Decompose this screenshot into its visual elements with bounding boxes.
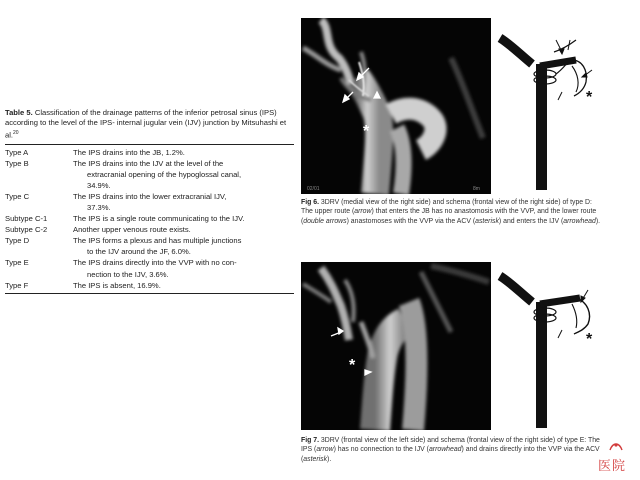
fig6-caption-em-3: asterisk bbox=[475, 217, 499, 225]
table-cell-type: Type A bbox=[5, 147, 29, 157]
fig7-label: Fig 7. bbox=[301, 437, 319, 444]
fig6-caption-em-2: double arrows bbox=[303, 217, 347, 225]
table-cell-type: Type C bbox=[5, 191, 30, 201]
classification-table bbox=[5, 145, 294, 291]
table-bottom-rule bbox=[5, 293, 294, 294]
fig6-caption-em-4: arrowhead bbox=[563, 217, 596, 225]
table-cell-line: nection to the IJV, 3.6%. bbox=[87, 269, 169, 279]
table-caption-ref: 20 bbox=[13, 130, 19, 136]
table-cell-line: to the IJV around the JF, 6.0%. bbox=[87, 247, 191, 257]
fig7-caption-em-3: asterisk bbox=[303, 455, 328, 463]
fig7-angiogram bbox=[301, 262, 491, 430]
table-caption bbox=[5, 108, 294, 141]
table-cell-line: The IPS is absent, 16.9%. bbox=[73, 280, 161, 290]
table-cell-description bbox=[73, 145, 294, 158]
fig7-asterisk: * bbox=[349, 357, 356, 374]
table-cell-line: The IPS forms a plexus and has multiple junctions bbox=[73, 236, 242, 246]
table-row bbox=[5, 213, 294, 224]
table-row bbox=[5, 191, 294, 213]
fig6-corner-left: 02/01 bbox=[307, 186, 320, 192]
fig7-schema-asterisk: * bbox=[586, 331, 593, 348]
fig6-label: Fig 6. bbox=[301, 199, 319, 206]
table-row bbox=[5, 257, 294, 279]
fig6-caption-text-3: ) anastomoses with the VVP via the ACV ( bbox=[346, 217, 476, 225]
table-caption-text: Classification of the drainage patterns of the inferior petrosal sinus (IPS) according to the level of the IPS- internal jugular vein (IJV) junction by Mitsuhashi et al. bbox=[5, 108, 287, 140]
fig6-corner-right: 8m bbox=[473, 186, 480, 192]
fig6-caption-em-1: arrow bbox=[354, 208, 372, 216]
table-cell-description bbox=[73, 213, 294, 224]
fig6-schema-asterisk: * bbox=[586, 89, 593, 106]
table-row bbox=[5, 224, 294, 235]
table-label: Table 5. bbox=[5, 108, 33, 117]
table-cell-type: Type E bbox=[5, 258, 29, 268]
table-cell-type: Subtype C-2 bbox=[5, 225, 48, 235]
table-cell-type: Type D bbox=[5, 236, 30, 246]
fig7-caption-em-1: arrow bbox=[316, 446, 334, 454]
fig6-schema-drawing bbox=[496, 30, 608, 190]
table-cell-description bbox=[73, 235, 294, 257]
table-cell-line: The IPS drains directly into the VVP with no con- bbox=[73, 258, 237, 268]
table-row bbox=[5, 158, 294, 191]
table-cell-description bbox=[73, 257, 294, 279]
fig7-schema bbox=[496, 268, 608, 428]
table-5 bbox=[5, 108, 294, 294]
table-cell-type: Subtype C-1 bbox=[5, 214, 48, 224]
watermark-logo-icon bbox=[609, 440, 623, 452]
table-cell-description bbox=[73, 280, 294, 291]
watermark-text: 医院 bbox=[598, 459, 627, 474]
table-cell-line: The IPS drains into the IJV at the level of the bbox=[73, 158, 224, 168]
table-row bbox=[5, 280, 294, 291]
table-row bbox=[5, 235, 294, 257]
table-cell-line: The IPS is a single route communicating to the IJV. bbox=[73, 214, 245, 224]
fig7-caption-text-1: 3DRV (frontal view of the left side) and schema (frontal view of the right side) of type E: The IPS ( bbox=[301, 437, 600, 454]
table-cell-description bbox=[73, 158, 294, 191]
fig6-caption-text-1: 3DRV (medial view of the right side) and schema (frontal view of the right side) of type D: The upper route ( bbox=[301, 199, 592, 216]
table-cell-line: The IPS drains into the lower extracranial IJV, bbox=[73, 191, 227, 201]
fig6-caption-text-4: ) and enters the IJV ( bbox=[498, 217, 564, 225]
fig6-schema bbox=[496, 30, 608, 190]
table-cell-line: Another upper venous route exists. bbox=[73, 225, 191, 235]
fig6-3drv-image bbox=[301, 18, 491, 194]
fig7-caption-text-3: ) and drains directly into the VVP via the ACV ( bbox=[301, 446, 600, 463]
fig6-caption bbox=[301, 198, 603, 226]
fig6-angiogram bbox=[301, 18, 491, 194]
fig7-3drv-image bbox=[301, 262, 491, 430]
table-cell-line: The IPS drains into the JB, 1.2%. bbox=[73, 147, 185, 157]
table-cell-line: extracranial opening of the hypoglossal canal, bbox=[87, 169, 242, 179]
table-row bbox=[5, 145, 294, 158]
fig6-caption-text-2: ) that enters the JB has no anastomosis with the VVP, and the lower route ( bbox=[301, 208, 597, 225]
fig6-asterisk: * bbox=[363, 123, 370, 140]
table-cell-description bbox=[73, 224, 294, 235]
fig7-caption-em-2: arrowhead bbox=[428, 446, 462, 454]
fig7-caption-text-4: ). bbox=[327, 455, 332, 463]
fig7-schema-drawing bbox=[496, 268, 608, 428]
table-cell-type: Type B bbox=[5, 158, 29, 168]
fig7-caption bbox=[301, 436, 603, 464]
table-cell-type: Type F bbox=[5, 280, 29, 290]
table-cell-line: 37.3%. bbox=[87, 203, 111, 212]
table-cell-description bbox=[73, 191, 294, 213]
fig6-caption-text-5: ). bbox=[595, 217, 601, 225]
fig7-caption-text-2: ) has no connection to the IJV ( bbox=[333, 446, 429, 454]
table-cell-line: 34.9%. bbox=[87, 180, 111, 190]
